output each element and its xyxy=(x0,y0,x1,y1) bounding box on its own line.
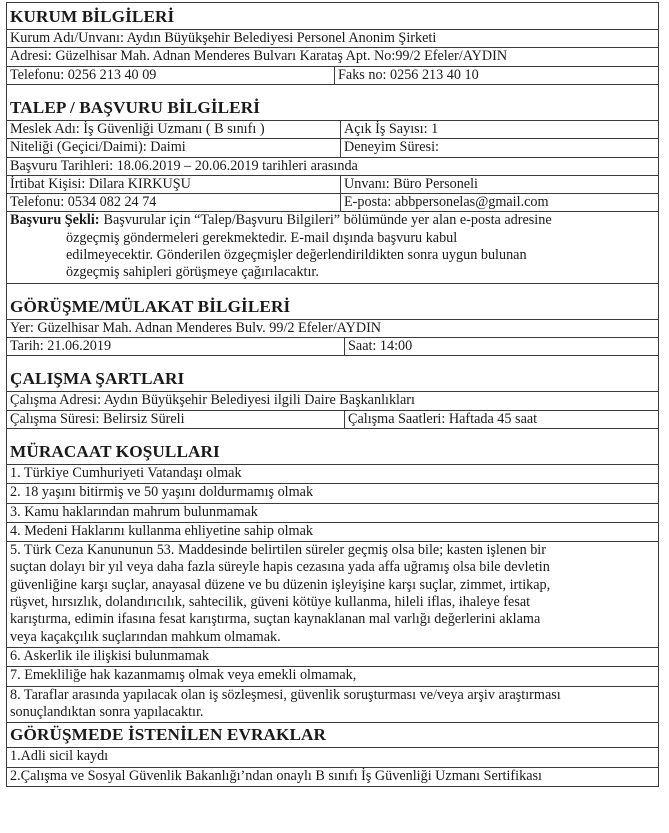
work-hours: Çalışma Saatleri: Haftada 45 saat xyxy=(344,411,658,428)
section-title-work-conditions: ÇALIŞMA ŞARTLARI xyxy=(7,356,658,392)
requirement-line: rüşvet, hırsızlık, dolandırıcılık, sahtecilik, güveni kötüye kullanma, hileli iflas, ihaleye fesat xyxy=(10,594,531,611)
section-title-institution: KURUM BİLGİLERİ xyxy=(7,3,658,30)
interview-date: Tarih: 21.06.2019 xyxy=(10,338,112,355)
contact-email: E-posta: abbpersonelas@gmail.com xyxy=(340,194,658,211)
requirement-item: 4. Medeni Haklarını kullanma ehliyetine sahip olmak xyxy=(7,523,658,542)
institution-phone: Telefonu: 0256 213 40 09 xyxy=(10,66,157,83)
requirement-item-criminal-record xyxy=(7,542,658,648)
requirement-line: karıştırma, edimin ifasına fesat karıştırma, suçtan kaynaklanan mal varlığı değerlerini aklama xyxy=(10,611,541,628)
application-method-line-1: Başvurular için “Talep/Başvuru Bilgileri” bölümünde yer alan e-posta adresine xyxy=(103,212,552,229)
position-type: Niteliği (Geçici/Daimi): Daimi xyxy=(10,139,186,156)
requirement-item: 3. Kamu haklarından mahrum bulunmamak xyxy=(7,504,658,523)
job-posting-document xyxy=(6,0,659,787)
application-method-line-3: edilmeyecektir. Gönderilen özgeçmişler değerlendirildikten sonra uygun bulunan xyxy=(66,247,527,264)
open-positions: Açık İş Sayısı: 1 xyxy=(340,121,658,138)
institution-name: Kurum Adı/Unvanı: Aydın Büyükşehir Belediyesi Personel Anonim Şirketi xyxy=(10,29,437,46)
requirement-line: 8. Taraflar arasında yapılacak olan iş sözleşmesi, güvenlik soruşturması ve/veya arşiv araştırması xyxy=(10,686,561,703)
requirement-line: veya kaçakçılık suçlarından mahkum olmamak. xyxy=(10,628,281,645)
section-title-interview: GÖRÜŞME/MÜLAKAT BİLGİLERİ xyxy=(7,284,658,320)
application-method-label: Başvuru Şekli: xyxy=(10,212,100,229)
requirement-line: 5. Türk Ceza Kanununun 53. Maddesinde belirtilen süreler geçmiş olsa bile; kasten işlenen bir xyxy=(10,542,546,559)
requirement-line: suçtan dolayı bir yıl veya daha fazla süreyle hapis cezasına yada affa uğramış olsa bile devletin xyxy=(10,559,550,576)
requirement-item: 7. Emekliliğe hak kazanmamış olmak veya emekli olmamak, xyxy=(7,667,658,686)
document-item: 2.Çalışma ve Sosyal Güvenlik Bakanlığı’ndan onaylı B sınıfı İş Güvenliği Uzmanı Sertifikası xyxy=(7,768,658,787)
section-title-requirements: MÜRACAAT KOŞULLARI xyxy=(7,429,658,465)
contact-title: Unvanı: Büro Personeli xyxy=(340,176,658,193)
requirement-item: 2. 18 yaşını bitirmiş ve 50 yaşını doldurmamış olmak xyxy=(7,484,658,503)
interview-time: Saat: 14:00 xyxy=(344,338,658,355)
section-application xyxy=(6,85,659,284)
section-work-conditions xyxy=(6,356,659,429)
interview-location: Yer: Güzelhisar Mah. Adnan Menderes Bulv. 99/2 Efeler/AYDIN xyxy=(10,319,382,336)
section-institution xyxy=(6,2,659,85)
requirement-line: güvenliğine karşı suçlar, anayasal düzene ve bu düzenin işleyişine karşı suçlar, zimmet, irtikap, xyxy=(10,576,551,593)
work-address: Çalışma Adresi: Aydın Büyükşehir Belediyesi ilgili Daire Başkanlıkları xyxy=(10,392,415,409)
application-method-line-2: özgeçmiş göndermeleri gerekmektedir. E-mail dışında başvuru kabul xyxy=(66,229,458,246)
job-title: Meslek Adı: İş Güvenliği Uzmanı ( B sınıfı ) xyxy=(10,120,265,137)
section-requirements xyxy=(6,429,659,723)
experience-duration: Deneyim Süresi: xyxy=(340,139,658,156)
contact-phone: Telefonu: 0534 082 24 74 xyxy=(10,194,157,211)
application-dates: Başvuru Tarihleri: 18.06.2019 – 20.06.2019 tarihleri arasında xyxy=(10,157,358,174)
requirement-line: sonuçlandıktan sonra yapılacaktır. xyxy=(10,703,204,720)
section-documents xyxy=(6,723,659,787)
section-interview xyxy=(6,284,659,357)
application-method-line-4: özgeçmiş sahipleri görüşmeye çağırılacaktır. xyxy=(66,264,319,281)
section-title-documents: GÖRÜŞMEDE İSTENİLEN EVRAKLAR xyxy=(7,723,658,748)
institution-fax: Faks no: 0256 213 40 10 xyxy=(334,67,658,84)
requirement-item: 1. Türkiye Cumhuriyeti Vatandaşı olmak xyxy=(7,465,658,484)
requirement-item: 6. Askerlik ile ilişkisi bulunmamak xyxy=(7,648,658,667)
section-title-application: TALEP / BAŞVURU BİLGİLERİ xyxy=(7,85,658,121)
contact-person: İrtibat Kişisi: Dilara KIRKUŞU xyxy=(10,175,191,192)
application-method xyxy=(7,212,658,283)
work-duration: Çalışma Süresi: Belirsiz Süreli xyxy=(10,410,185,427)
requirement-item-contract xyxy=(7,687,658,724)
institution-address: Adresi: Güzelhisar Mah. Adnan Menderes Bulvarı Karataş Apt. No:99/2 Efeler/AYDIN xyxy=(10,48,508,65)
document-item: 1.Adli sicil kaydı xyxy=(7,748,658,767)
